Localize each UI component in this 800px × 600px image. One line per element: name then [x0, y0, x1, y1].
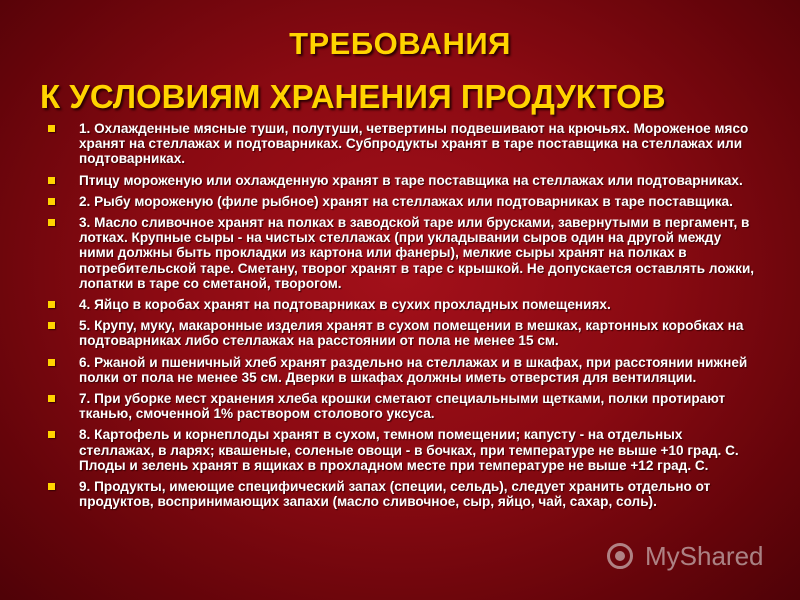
list-item: [46, 391, 758, 421]
square-bullet-icon: [48, 359, 55, 366]
square-bullet-icon: [48, 301, 55, 308]
list-item-text: 5. Крупу, муку, макаронные изделия хранят в сухом помещении в мешках, картонных коробках на подтоварниках либо стеллажах на расстоянии от пола не менее 15 см.: [79, 318, 744, 349]
list-item: [46, 194, 758, 209]
watermark-text: MyShared: [645, 541, 764, 571]
square-bullet-icon: [48, 483, 55, 490]
storage-requirements-list: [46, 121, 758, 515]
slide-title-line1: ТРЕБОВАНИЯ: [289, 26, 511, 61]
list-item-text: Птицу мороженую или охлажденную хранят в таре поставщика на стеллажах или подтоварниках.: [79, 172, 743, 188]
list-item-text: 8. Картофель и корнеплоды хранят в сухом, темном помещении; капусту - на отдельных стеллажах, в ларях; квашеные, соленые овощи - в бочках, при температуре не выше +10 град. С. Плоды и зелень хранят в ящиках в прохладном месте при температуре не выше +12 град. С.: [79, 427, 739, 473]
square-bullet-icon: [48, 219, 55, 226]
list-item-text: 6. Ржаной и пшеничный хлеб хранят раздельно на стеллажах и в шкафах, при расстоянии нижней полки от пола не менее 35 см. Дверки в шкафах должны иметь отверстия для вентиляции.: [79, 354, 748, 385]
list-item: [46, 215, 758, 291]
myshared-watermark: [607, 539, 787, 579]
square-bullet-icon: [48, 431, 55, 438]
list-item: [46, 121, 758, 167]
list-item: [46, 355, 758, 385]
list-item: [46, 318, 758, 348]
list-item: [46, 173, 758, 188]
square-bullet-icon: [48, 198, 55, 205]
slide-title-line2: К УСЛОВИЯМ ХРАНЕНИЯ ПРОДУКТОВ: [40, 78, 666, 115]
square-bullet-icon: [48, 395, 55, 402]
list-item-text: 7. При уборке мест хранения хлеба крошки сметают специальными щетками, полки протирают тканью, смоченной 1% раствором столового уксуса.: [79, 391, 726, 422]
square-bullet-icon: [48, 125, 55, 132]
square-bullet-icon: [48, 177, 55, 184]
list-item-text: 3. Масло сливочное хранят на полках в заводской таре или брусками, завернутыми в пергамент, в лотках. Крупные сыры - на чистых стеллажах (при укладывании сыров один на другой между ними должны быть прокладки из картона или фанеры), мелкие сыры хранят на полках в потребительской таре. Сметану, творог хранят в таре с крышкой. Не допускается оставлять ложки, лопатки в таре со сметаной, творогом.: [79, 215, 755, 291]
list-item: [46, 479, 758, 509]
list-item-text: 2. Рыбу мороженую (филе рыбное) хранят на стеллажах или подтоварниках в таре поставщика.: [79, 193, 733, 209]
list-item: [46, 297, 758, 312]
list-item-text: 4. Яйцо в коробах хранят на подтоварниках в сухих прохладных помещениях.: [79, 297, 611, 313]
list-item-text: 9. Продукты, имеющие специфический запах (специи, сельдь), следует хранить отдельно от продуктов, воспринимающих запахи (масло сливочное, сыр, яйцо, чай, сахар, соль).: [79, 479, 711, 510]
list-item: [46, 427, 758, 473]
list-item-text: 1. Охлажденные мясные туши, полутуши, четвертины подвешивают на крючьях. Мороженое мясо хранят на стеллажах и подтоварниках. Субпродукты хранят в таре поставщика на стеллажах или подтоварниках.: [79, 121, 749, 167]
myshared-logo-icon: [607, 543, 633, 569]
square-bullet-icon: [48, 322, 55, 329]
